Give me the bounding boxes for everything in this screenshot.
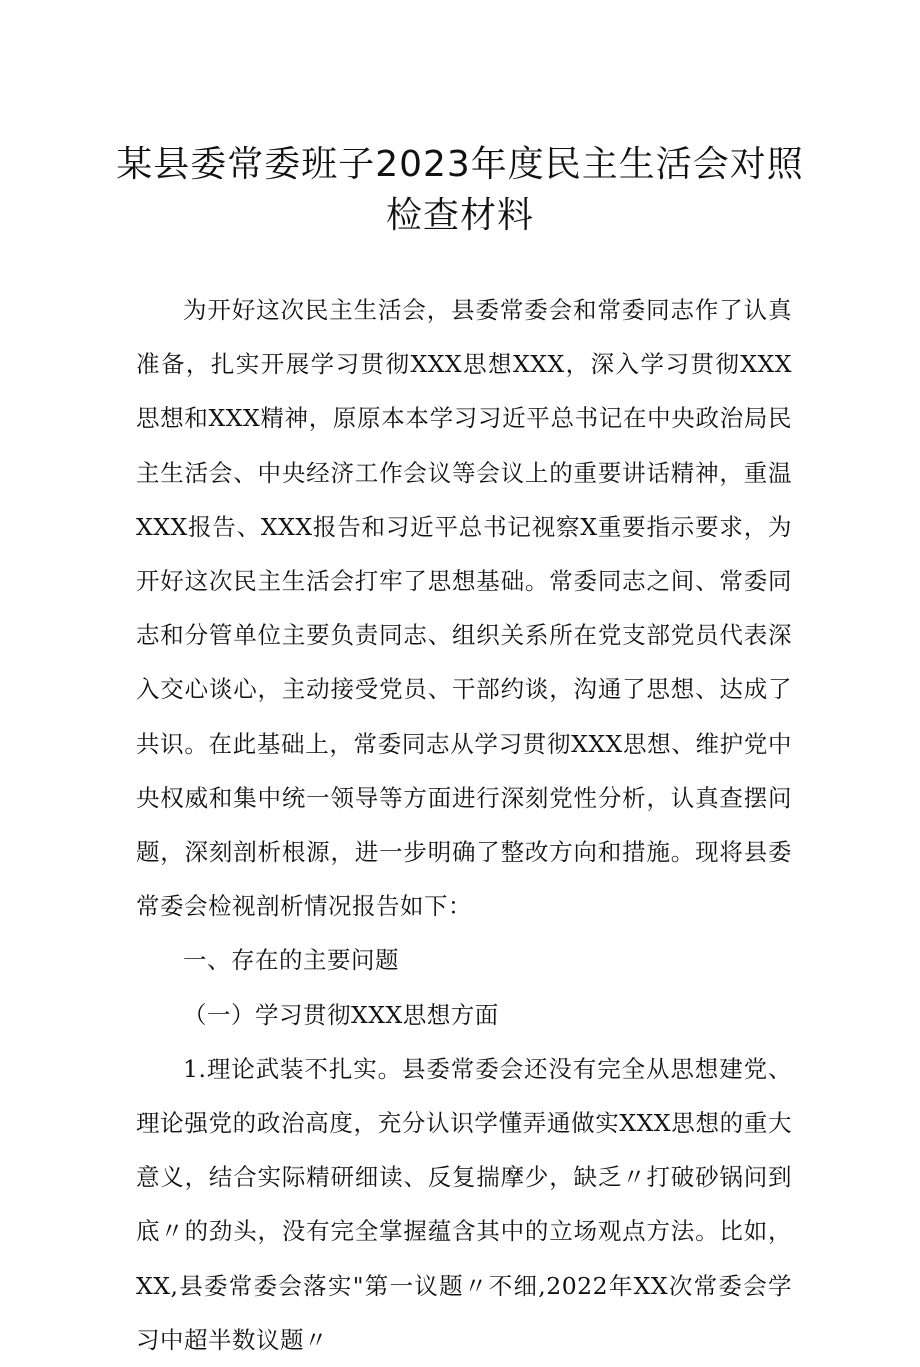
- item-paragraph-1: 1.理论武装不扎实。县委常委会还没有完全从思想建党、理论强党的政治高度，充分认识学懂弄通做实XXX思想的重大意义，结合实际精研细读、反复揣摩少，缺乏〃打破砂锅问到底〃的劲头，没有完全掌握蕴含其中的立场观点方法。比如，XX,县委常委会落实"第一议题〃不细,2022年XX次常委会学习中超半数议题〃: [136, 1054, 792, 1354]
- intro-paragraph: 为开好这次民主生活会，县委常委会和常委同志作了认真准备，扎实开展学习贯彻XXX思想XXX，深入学习贯彻XXX思想和XXX精神，原原本本学习习近平总书记在中央政治局民主生活会、中央经济工作会议等会议上的重要讲话精神，重温XXX报告、XXX报告和习近平总书记视察X重要指示要求，为开好这次民主生活会打牢了思想基础。常委同志之间、常委同志和分管单位主要负责同志、组织关系所在党支部党员代表深入交心谈心，主动接受党员、干部约谈，沟通了思想、达成了共识。在此基础上，常委同志从学习贯彻XXX思想、维护党中央权威和集中统一领导等方面进行深刻党性分析，认真查摆问题，深刻剖析根源，进一步明确了整改方向和措施。现将县委常委会检视剖析情况报告如下：: [136, 296, 792, 921]
- subsection-heading-study: （一）学习贯彻XXX思想方面: [183, 1000, 499, 1029]
- section-heading-main-problems: 一、存在的主要问题: [183, 946, 399, 975]
- document-title-line-2: 检查材料: [385, 195, 534, 236]
- document-body: [136, 283, 792, 1367]
- document-title-line-1: 某县委常委班子2023年度民主生活会对照: [116, 144, 804, 185]
